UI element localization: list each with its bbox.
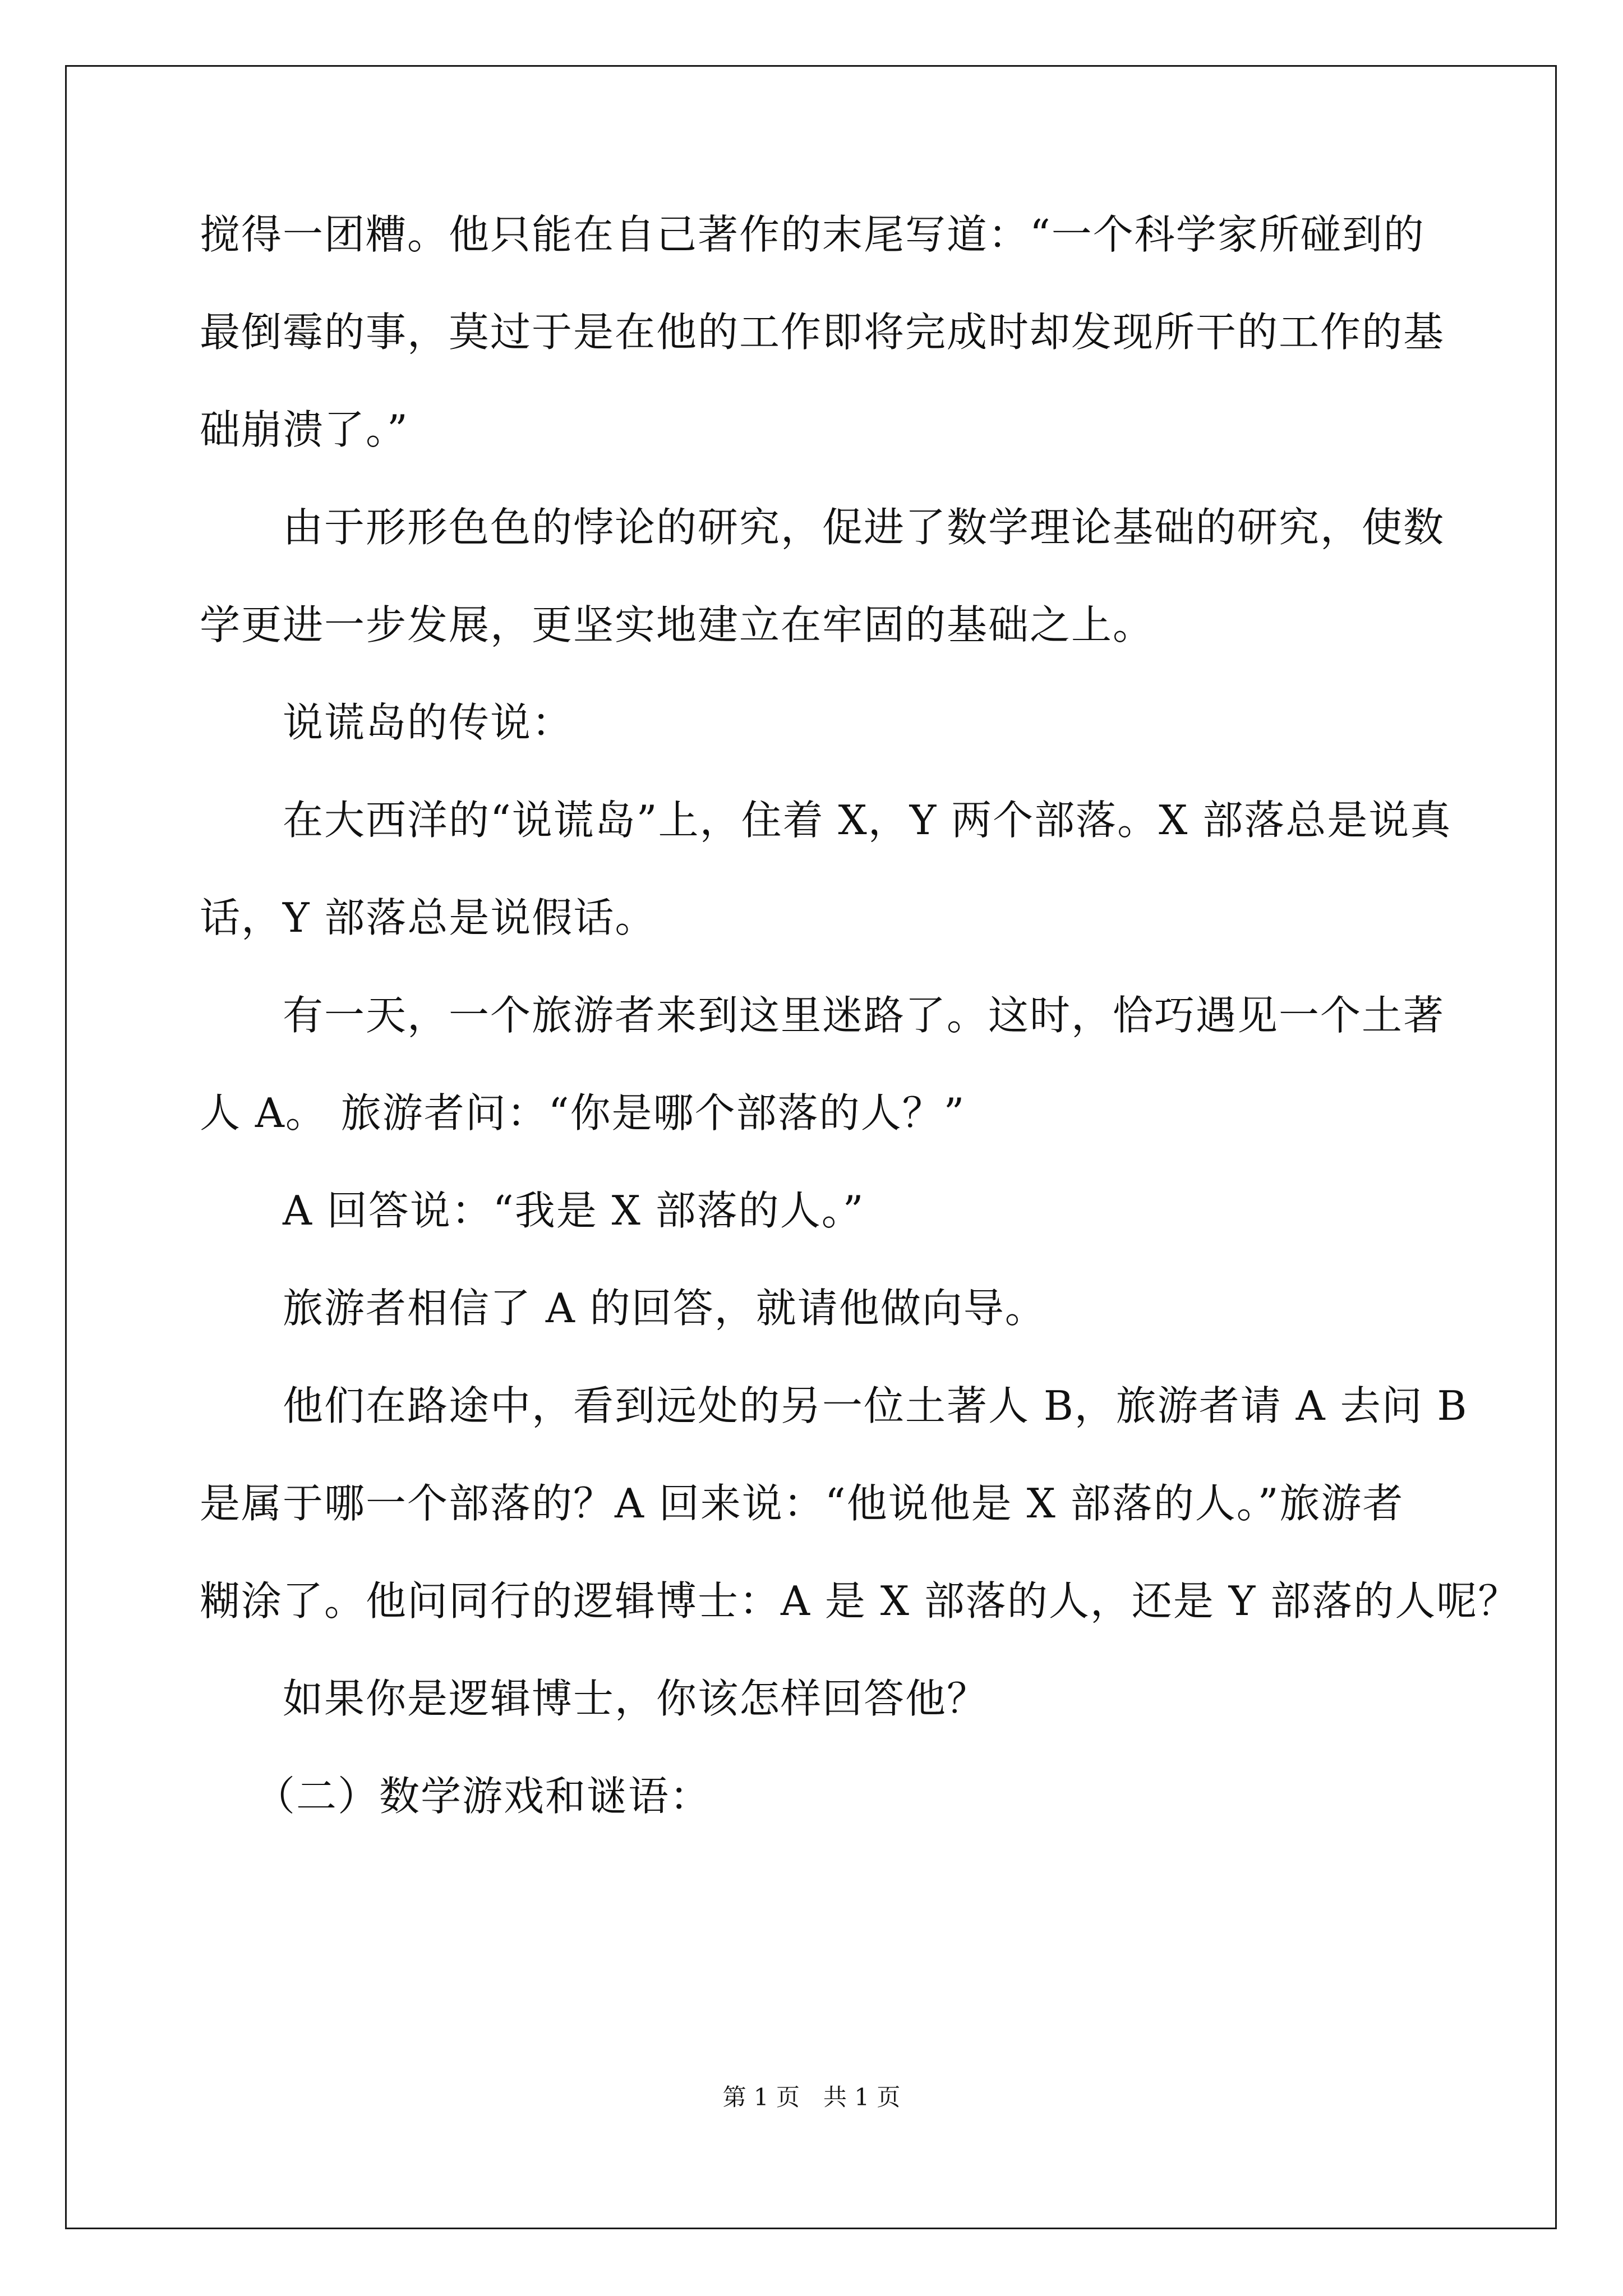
text-line: 人 A。 旅游者问：“你是哪个部落的人？” — [200, 1089, 966, 1137]
text-line: 糊涂了。他问同行的逻辑博士：A 是 X 部落的人，还是 Y 部落的人呢？ — [200, 1577, 1520, 1625]
text-line: 话，Y 部落总是说假话。 — [200, 894, 657, 941]
paragraph-first-line: 在大西洋的“说谎岛”上，住着 X，Y 两个部落。X 部落总是说真 — [283, 797, 1452, 844]
paragraph-first-line: A 回答说：“我是 X 部落的人。” — [283, 1187, 865, 1234]
paragraph-first-line: 他们在路途中，看到远处的另一位土著人 B，旅游者请 A 去问 B — [283, 1382, 1468, 1429]
text-line: 最倒霉的事，莫过于是在他的工作即将完成时却发现所干的工作的基 — [200, 309, 1445, 356]
page-border — [65, 65, 1557, 2229]
page-footer: 第 1 页 共 1 页 — [722, 2083, 901, 2111]
text-line: 学更进一步发展，更坚实地建立在牢固的基础之上。 — [200, 601, 1155, 648]
section-title: 说谎岛的传说： — [283, 699, 574, 746]
paragraph-first-line: 有一天，一个旅游者来到这里迷路了。这时，恰巧遇见一个土著 — [283, 992, 1445, 1039]
text-line: 是属于哪一个部落的？A 回来说：“他说他是 X 部落的人。”旅游者 — [200, 1480, 1404, 1527]
text-line: 搅得一团糟。他只能在自己著作的末尾写道：“一个科学家所碰到的 — [200, 211, 1425, 258]
text-line: 础崩溃了。” — [200, 406, 409, 453]
paragraph-first-line: 旅游者相信了 A 的回答，就请他做向导。 — [283, 1285, 1046, 1332]
paragraph-first-line: 如果你是逻辑博士，你该怎样回答他？ — [283, 1675, 989, 1722]
paragraph-first-line: 由于形形色色的悖论的研究，促进了数学理论基础的研究，使数 — [283, 504, 1445, 551]
section-heading: （二）数学游戏和谜语： — [255, 1773, 712, 1820]
